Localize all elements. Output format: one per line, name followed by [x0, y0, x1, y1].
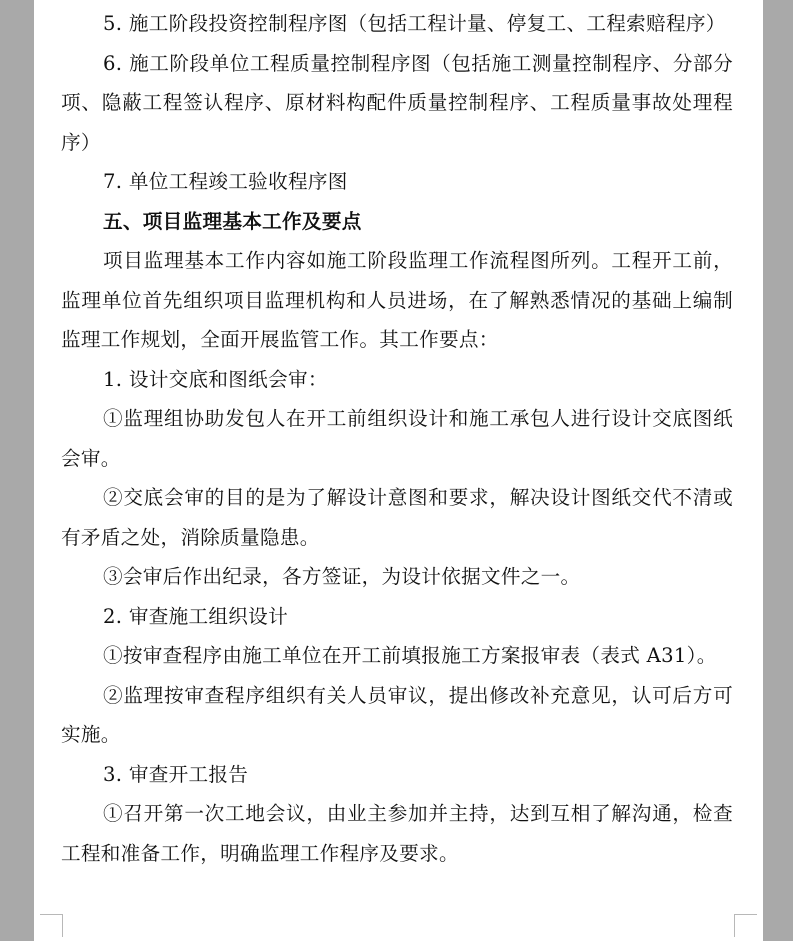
section-heading: 五、项目监理基本工作及要点: [103, 209, 362, 233]
paragraph-subitem-1: 1. 设计交底和图纸会审：: [103, 367, 328, 391]
page-corner-mark-left: [40, 914, 63, 937]
paragraph-subitem-2: 2. 审查施工组织设计: [103, 604, 288, 628]
paragraph-subitem-1c: ③会审后作出纪录，各方签证，为设计依据文件之一。: [103, 565, 581, 588]
paragraph-item-6: 6. 施工阶段单位工程质量控制程序图（包括施工测量控制程序、分部分项、隐蔽工程签认程序、原材料构配件质量控制程序、工程质量事故处理程序）: [61, 51, 733, 154]
document-page: [34, 0, 763, 941]
paragraph-intro: 项目监理基本工作内容如施工阶段监理工作流程图所列。工程开工前，监理单位首先组织项目监理机构和人员进场，在了解熟悉情况的基础上编制监理工作规划，全面开展监管工作。其工作要点：: [61, 249, 733, 351]
right-gutter: [763, 0, 793, 941]
paragraph-item-7: 7. 单位工程竣工验收程序图: [103, 170, 348, 193]
paragraph-subitem-1a: ①监理组协助发包人在开工前组织设计和施工承包人进行设计交底图纸会审。: [61, 407, 733, 470]
paragraph-subitem-1b: ②交底会审的目的是为了解设计意图和要求，解决设计图纸交代不清或有矛盾之处，消除质量隐患。: [61, 486, 733, 549]
paragraph-subitem-2a: ①按审查程序由施工单位在开工前填报施工方案报审表（表式 A31）。: [103, 644, 717, 667]
paragraph-item-5: 5. 施工阶段投资控制程序图（包括工程计量、停复工、工程索赔程序）: [103, 12, 726, 35]
document-body: [61, 4, 733, 873]
left-gutter: [0, 0, 34, 941]
paragraph-subitem-3: 3. 审查开工报告: [103, 762, 249, 786]
paragraph-subitem-3a: ①召开第一次工地会议，由业主参加并主持，达到互相了解沟通，检查工程和准备工作，明确监理工作程序及要求。: [61, 802, 733, 865]
page-corner-mark-right: [734, 914, 757, 937]
paragraph-subitem-2b: ②监理按审查程序组织有关人员审议，提出修改补充意见，认可后方可实施。: [61, 683, 733, 746]
